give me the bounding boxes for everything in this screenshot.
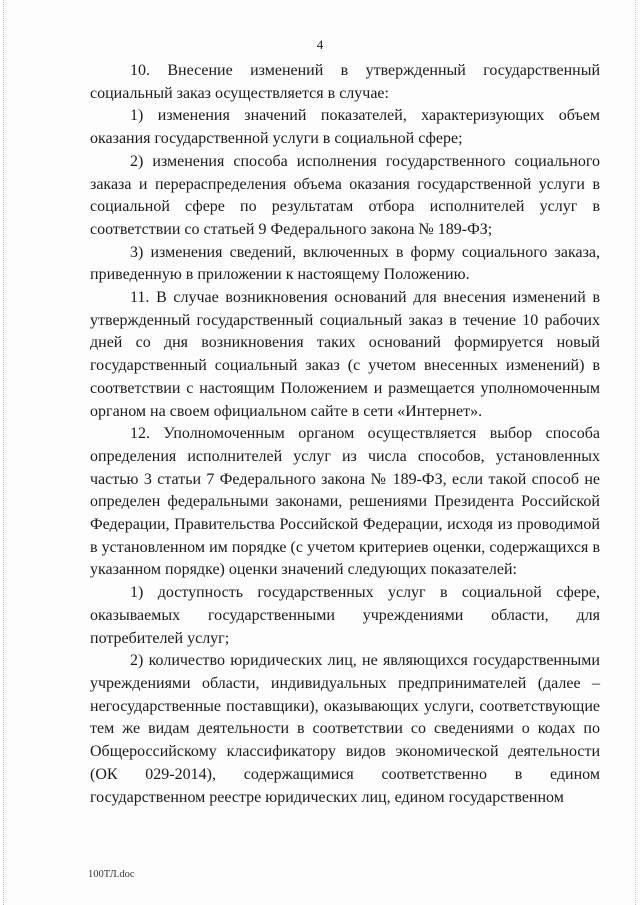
paragraph-12: 12. Уполномоченным органом осуществляется выбор способа определения исполнителей услуг из числа способов, установленных частью 3 статьи 7 Федерального закона № 189-ФЗ, если такой способ не определен федеральными законами, решениями Президента Российской Федерации, Правительства Российской Федерации, исходя из проводимой в установленном им порядке (с учетом критериев оценки, содержащихся в указанном порядке) оценки значений следующих показателей: bbox=[90, 425, 600, 579]
document-body bbox=[90, 60, 600, 809]
paragraph-12-item-1: 1) доступность государственных услуг в социальной сфере, оказываемых государственными учреждениями области, для потребителей услуг; bbox=[90, 584, 600, 647]
page-number: 4 bbox=[316, 37, 324, 52]
paragraph-11: 11. В случае возникновения оснований для внесения изменений в утвержденный государственный социальный заказ в течение 10 рабочих дней со дня возникновения таких оснований формируется новый государственный социальный заказ (с учетом внесенных изменений) в соответствии с настоящим Положением и размещается уполномоченным органом на своем официальном сайте в сети «Интернет». bbox=[90, 289, 600, 420]
paragraph-10-item-3: 3) изменения сведений, включенных в форму социального заказа, приведенную в приложении к настоящему Положению. bbox=[90, 243, 600, 284]
scan-edge-right bbox=[635, 0, 637, 905]
paragraph-12-item-2: 2) количество юридических лиц, не являющихся государственными учреждениями области, индивидуальных предпринимателей (далее – негосударственные поставщики), оказывающих услуги, соответствующие тем же видам деятельности в соответствии со сведениями о кодах по Общероссийскому классификатору видов экономической деятельности (ОК 029-2014), содержащимися соответственно в едином государственном реестре юридических лиц, едином государственном bbox=[90, 652, 600, 806]
paragraph-10: 10. Внесение изменений в утвержденный государственный социальный заказ осуществляется в случае: bbox=[90, 62, 600, 102]
paragraph-10-item-1: 1) изменения значений показателей, характеризующих объем оказания государственной услуги в социальной сфере; bbox=[90, 107, 600, 148]
scan-edge-left bbox=[3, 0, 5, 905]
paragraph-10-item-2: 2) изменения способа исполнения государственного социального заказа и перераспределения объема оказания государственной услуги в социальной сфере по результатам отбора исполнителей услуг в соответствии со статьей 9 Федерального закона № 189-ФЗ; bbox=[90, 152, 600, 238]
footer-filename: 100ТЛ.doc bbox=[88, 869, 135, 880]
